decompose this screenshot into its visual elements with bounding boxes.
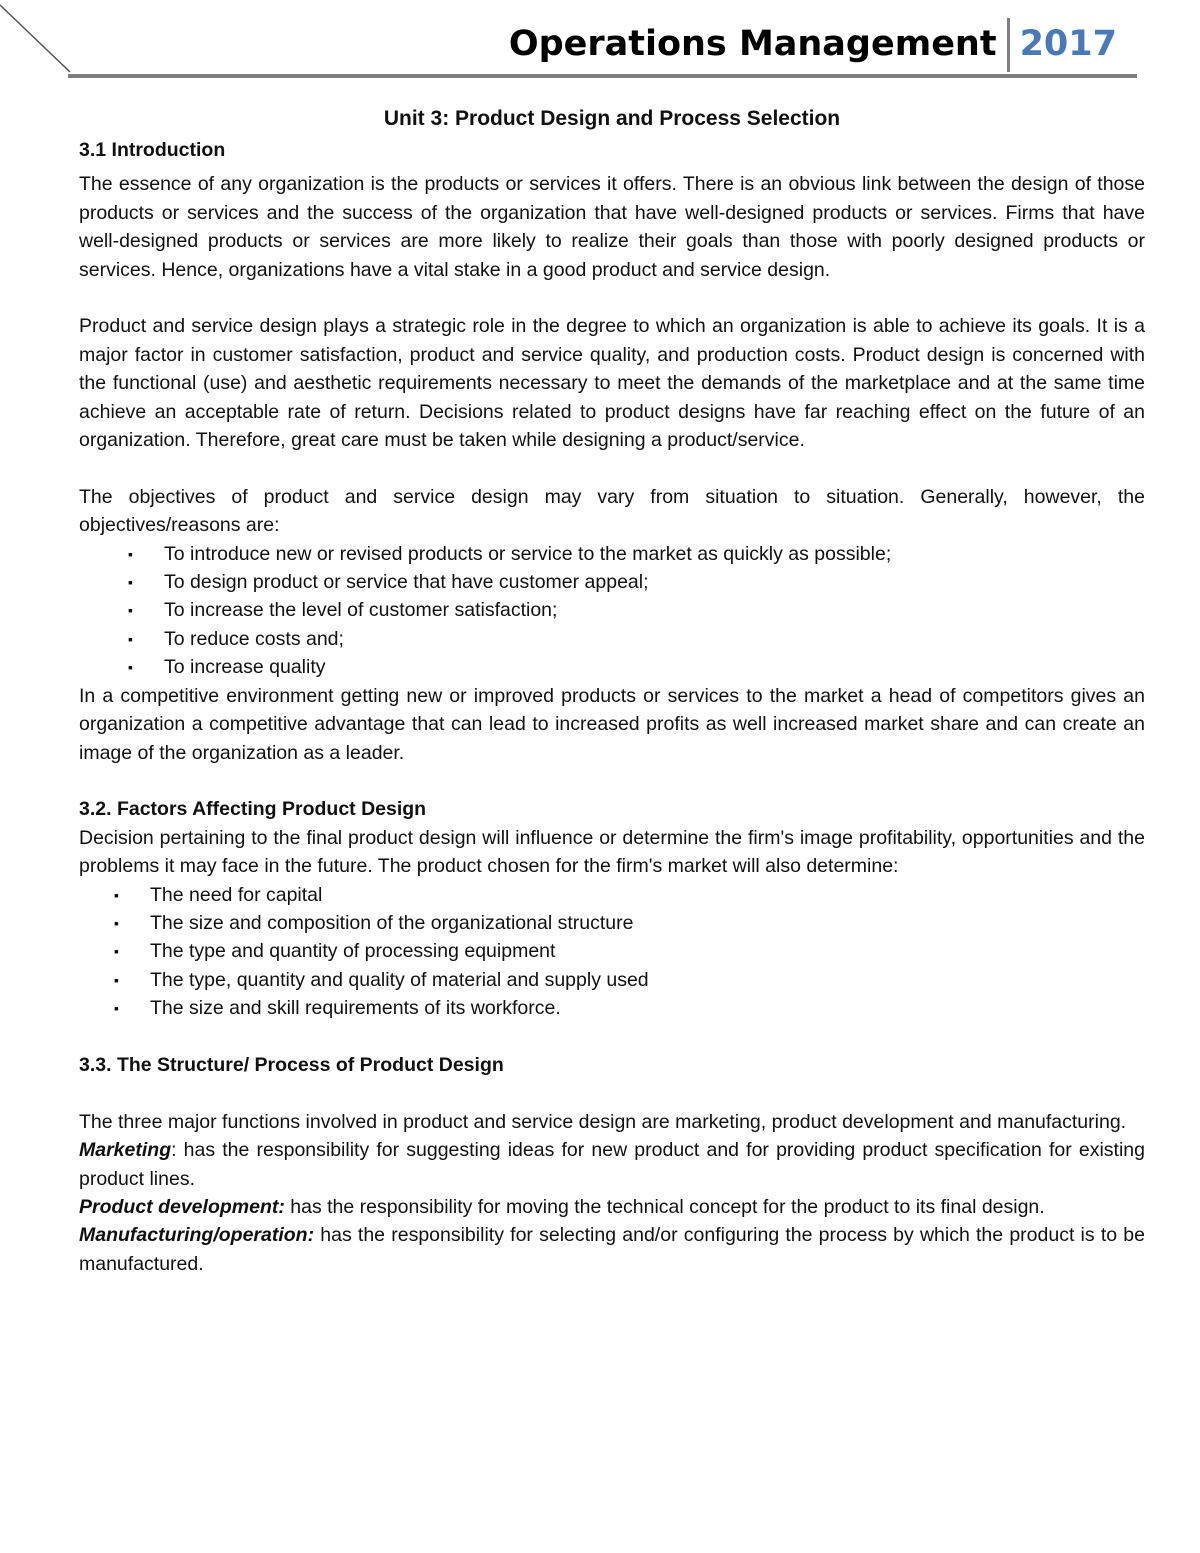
product-development-term: Product development: — [79, 1195, 285, 1218]
intro-paragraph-4: In a competitive environment getting new or improved products or services to the market a head of competitors gives an organization a competitive advantage that can lead to increased profits as well increased market share and can create an image of the organization as a leader. — [79, 684, 1145, 764]
unit-title: Unit 3: Product Design and Process Selection — [383, 107, 841, 130]
factors-list — [79, 881, 1145, 1023]
intro-paragraph-2: Product and service design plays a strategic role in the degree to which an organization is able to achieve its goals. It is a major factor in customer satisfaction, product and service quality, and production costs. Product design is concerned with the functional (use) and aesthetic requirements necessary to meet the demands of the marketplace and at the same time achieve an acceptable rate of return. Decisions related to product designs have far reaching effect on the future of an organization. Therefore, great care must be taken while designing a product/service. — [79, 315, 1145, 452]
bullet-icon: ▪ — [128, 545, 133, 562]
list-item: ▪ The type and quantity of processing equipment — [79, 937, 1145, 965]
list-item: ▪ The need for capital — [79, 881, 1145, 909]
section-heading-factors: 3.2. Factors Affecting Product Design — [79, 798, 427, 821]
objectives-list — [79, 540, 1145, 682]
list-item: ▪ To design product or service that have customer appeal; — [79, 568, 1145, 596]
list-item: ▪ The type, quantity and quality of material and supply used — [79, 966, 1145, 994]
list-item: ▪ The size and skill requirements of its workforce. — [79, 994, 1145, 1022]
manufacturing-term: Manufacturing/operation: — [79, 1224, 315, 1247]
bullet-icon: ▪ — [128, 630, 133, 647]
intro-paragraph-3: The objectives of product and service design may vary from situation to situation. Generally, however, the objectives/reasons are: — [79, 485, 1145, 537]
factors-paragraph: Decision pertaining to the final product design will influence or determine the firm's image profitability, opportunities and the problems it may face in the future. The product chosen for the firm's market will also determine: — [79, 826, 1145, 878]
section-heading-structure: 3.3. The Structure/ Process of Product Design — [79, 1053, 504, 1076]
page-header — [68, 18, 1137, 78]
bullet-icon: ▪ — [114, 971, 119, 988]
list-item: ▪ To reduce costs and; — [79, 625, 1145, 653]
header-title: Operations Management — [508, 24, 997, 64]
product-development-definition: Product development: has the responsibility for moving the technical concept for the product to its final design. — [79, 1195, 1045, 1218]
bullet-icon: ▪ — [114, 914, 119, 931]
bullet-icon: ▪ — [128, 659, 133, 676]
document-body — [79, 102, 1145, 1278]
list-item: ▪ To increase the level of customer satisfaction; — [79, 596, 1145, 624]
intro-paragraph-1: The essence of any organization is the products or services it offers. There is an obvious link between the design of those products or services and the success of the organization that have well-designed products or services. Firms that have well-designed products or services are more likely to realize their goals than those with poorly designed products or services. Hence, organizations have a vital stake in a good product and service design. — [79, 173, 1145, 281]
manufacturing-definition: Manufacturing/operation: has the responsibility for selecting and/or configuring the process by which the product is to be manufactured. — [79, 1224, 1145, 1275]
marketing-definition: Marketing: has the responsibility for suggesting ideas for new product and for providing product specification for existing product lines. — [79, 1139, 1145, 1190]
list-item: ▪ To introduce new or revised products or service to the market as quickly as possible; — [79, 540, 1145, 568]
list-item: ▪ The size and composition of the organizational structure — [79, 909, 1145, 937]
header-year: 2017 — [1019, 24, 1117, 64]
marketing-term: Marketing — [79, 1139, 172, 1162]
bullet-icon: ▪ — [128, 574, 133, 591]
section-heading-introduction: 3.1 Introduction — [79, 139, 226, 161]
bullet-icon: ▪ — [114, 1000, 119, 1017]
list-item: ▪ To increase quality — [79, 653, 1145, 681]
bullet-icon: ▪ — [114, 886, 119, 903]
bullet-icon: ▪ — [128, 602, 133, 619]
bullet-icon: ▪ — [114, 943, 119, 960]
structure-paragraph: The three major functions involved in product and service design are marketing, product development and manufacturing. — [79, 1110, 1127, 1133]
